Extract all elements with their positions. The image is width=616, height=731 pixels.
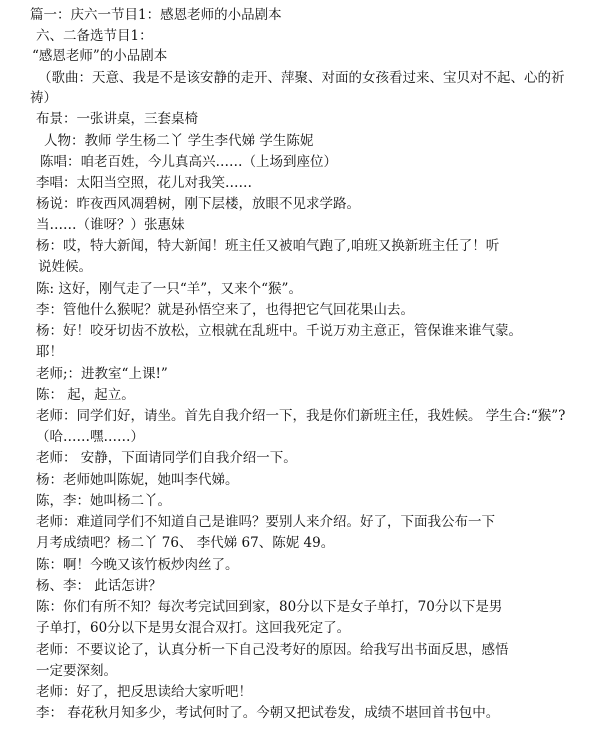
dialogue-line: 老师：难道同学们不知道自己是谁吗？要别人来介绍。好了，下面我公布一下 (36, 514, 495, 530)
dialogue-line: 杨：好！咬牙切齿不放松，立根就在乱班中。千说万劝主意正，管保谁来谁气蒙。 (36, 323, 522, 339)
dialogue-line: 杨：哎，特大新闻，特大新闻！班主任又被咱气跑了,咱班又换新班主任了！听 (36, 238, 500, 254)
section-heading: 六、二备选节目1： (36, 28, 153, 44)
dialogue-line: 老师;：进教室“上课!” (36, 366, 168, 382)
dialogue-line: 李唱：太阳当空照，花儿对我笑…… (36, 175, 252, 191)
dialogue-line: 陈：你们有所不知？每次考完试回到家，80分以下是女子单打，70分以下是男 (36, 599, 503, 615)
dialogue-line-cont: 月考成绩吧？杨二丫 76、 李代娣 67、陈妮 49。 (36, 535, 335, 551)
dialogue-line-cont: 一定要深刻。 (36, 663, 117, 679)
dialogue-line-cont: 说姓候。 (38, 259, 92, 275)
songs-line: （歌曲：天意、我是不是该安静的走开、萍聚、对面的女孩看过来、宝贝对不起、心的祈 (38, 70, 565, 86)
dialogue-line: 老师：好了，把反思读给大家听吧！ (36, 684, 252, 700)
setting-line: 布景：一张讲桌，三套桌椅 (36, 111, 198, 127)
dialogue-line: 陈: 这好，刚气走了一只“羊”，又来个“猴”。 (36, 281, 302, 297)
dialogue-line: 杨：老师她叫陈妮，她叫李代娣。 (36, 472, 239, 488)
dialogue-line: 陈唱：咱老百姓，今儿真高兴……（上场到座位） (40, 154, 337, 170)
songs-line-cont: 祷） (30, 90, 57, 106)
characters-line: 人物：教师 学生杨二丫 学生李代娣 学生陈妮 (44, 133, 314, 149)
dialogue-line: 老师：不要议论了，认真分析一下自己没考好的原因。给我写出书面反思，感悟 (36, 642, 509, 658)
dialogue-line-cont: 子单打，60分以下是男女混合双打。这回我死定了。 (36, 620, 351, 636)
doc-title: 篇一：庆六一节目1：感恩老师的小品剧本 (30, 7, 282, 23)
dialogue-line: 老师：同学们好，请坐。首先自我介绍一下，我是你们新班主任，我姓候。 学生合:“猴”? (36, 408, 566, 424)
dialogue-line-cont: （哈……嘿……） (36, 429, 144, 445)
script-title: “感恩老师”的小品剧本 (32, 48, 168, 64)
dialogue-line: 杨、李： 此话怎讲？ (36, 578, 162, 594)
dialogue-line: 老师： 安静，下面请同学们自我介绍一下。 (36, 450, 297, 466)
dialogue-line: 当……（谁呀？）张惠妹 (36, 217, 185, 233)
dialogue-line: 陈，李：她叫杨二丫。 (36, 493, 171, 509)
dialogue-line: 杨说：昨夜西风凋碧树，刚下层楼，放眼不见求学路。 (36, 196, 360, 212)
dialogue-line-cont: 耶！ (36, 344, 63, 360)
dialogue-line: 陈：啊！今晚又该竹板炒肉丝了。 (36, 557, 239, 573)
dialogue-line: 陈： 起，起立。 (36, 387, 135, 403)
dialogue-line: 李： 春花秋月知多少，考试何时了。今朝又把试卷发，成绩不堪回首书包中。 (36, 705, 500, 721)
dialogue-line: 李：管他什么猴呢？就是孙悟空来了，也得把它气回花果山去。 (36, 302, 414, 318)
